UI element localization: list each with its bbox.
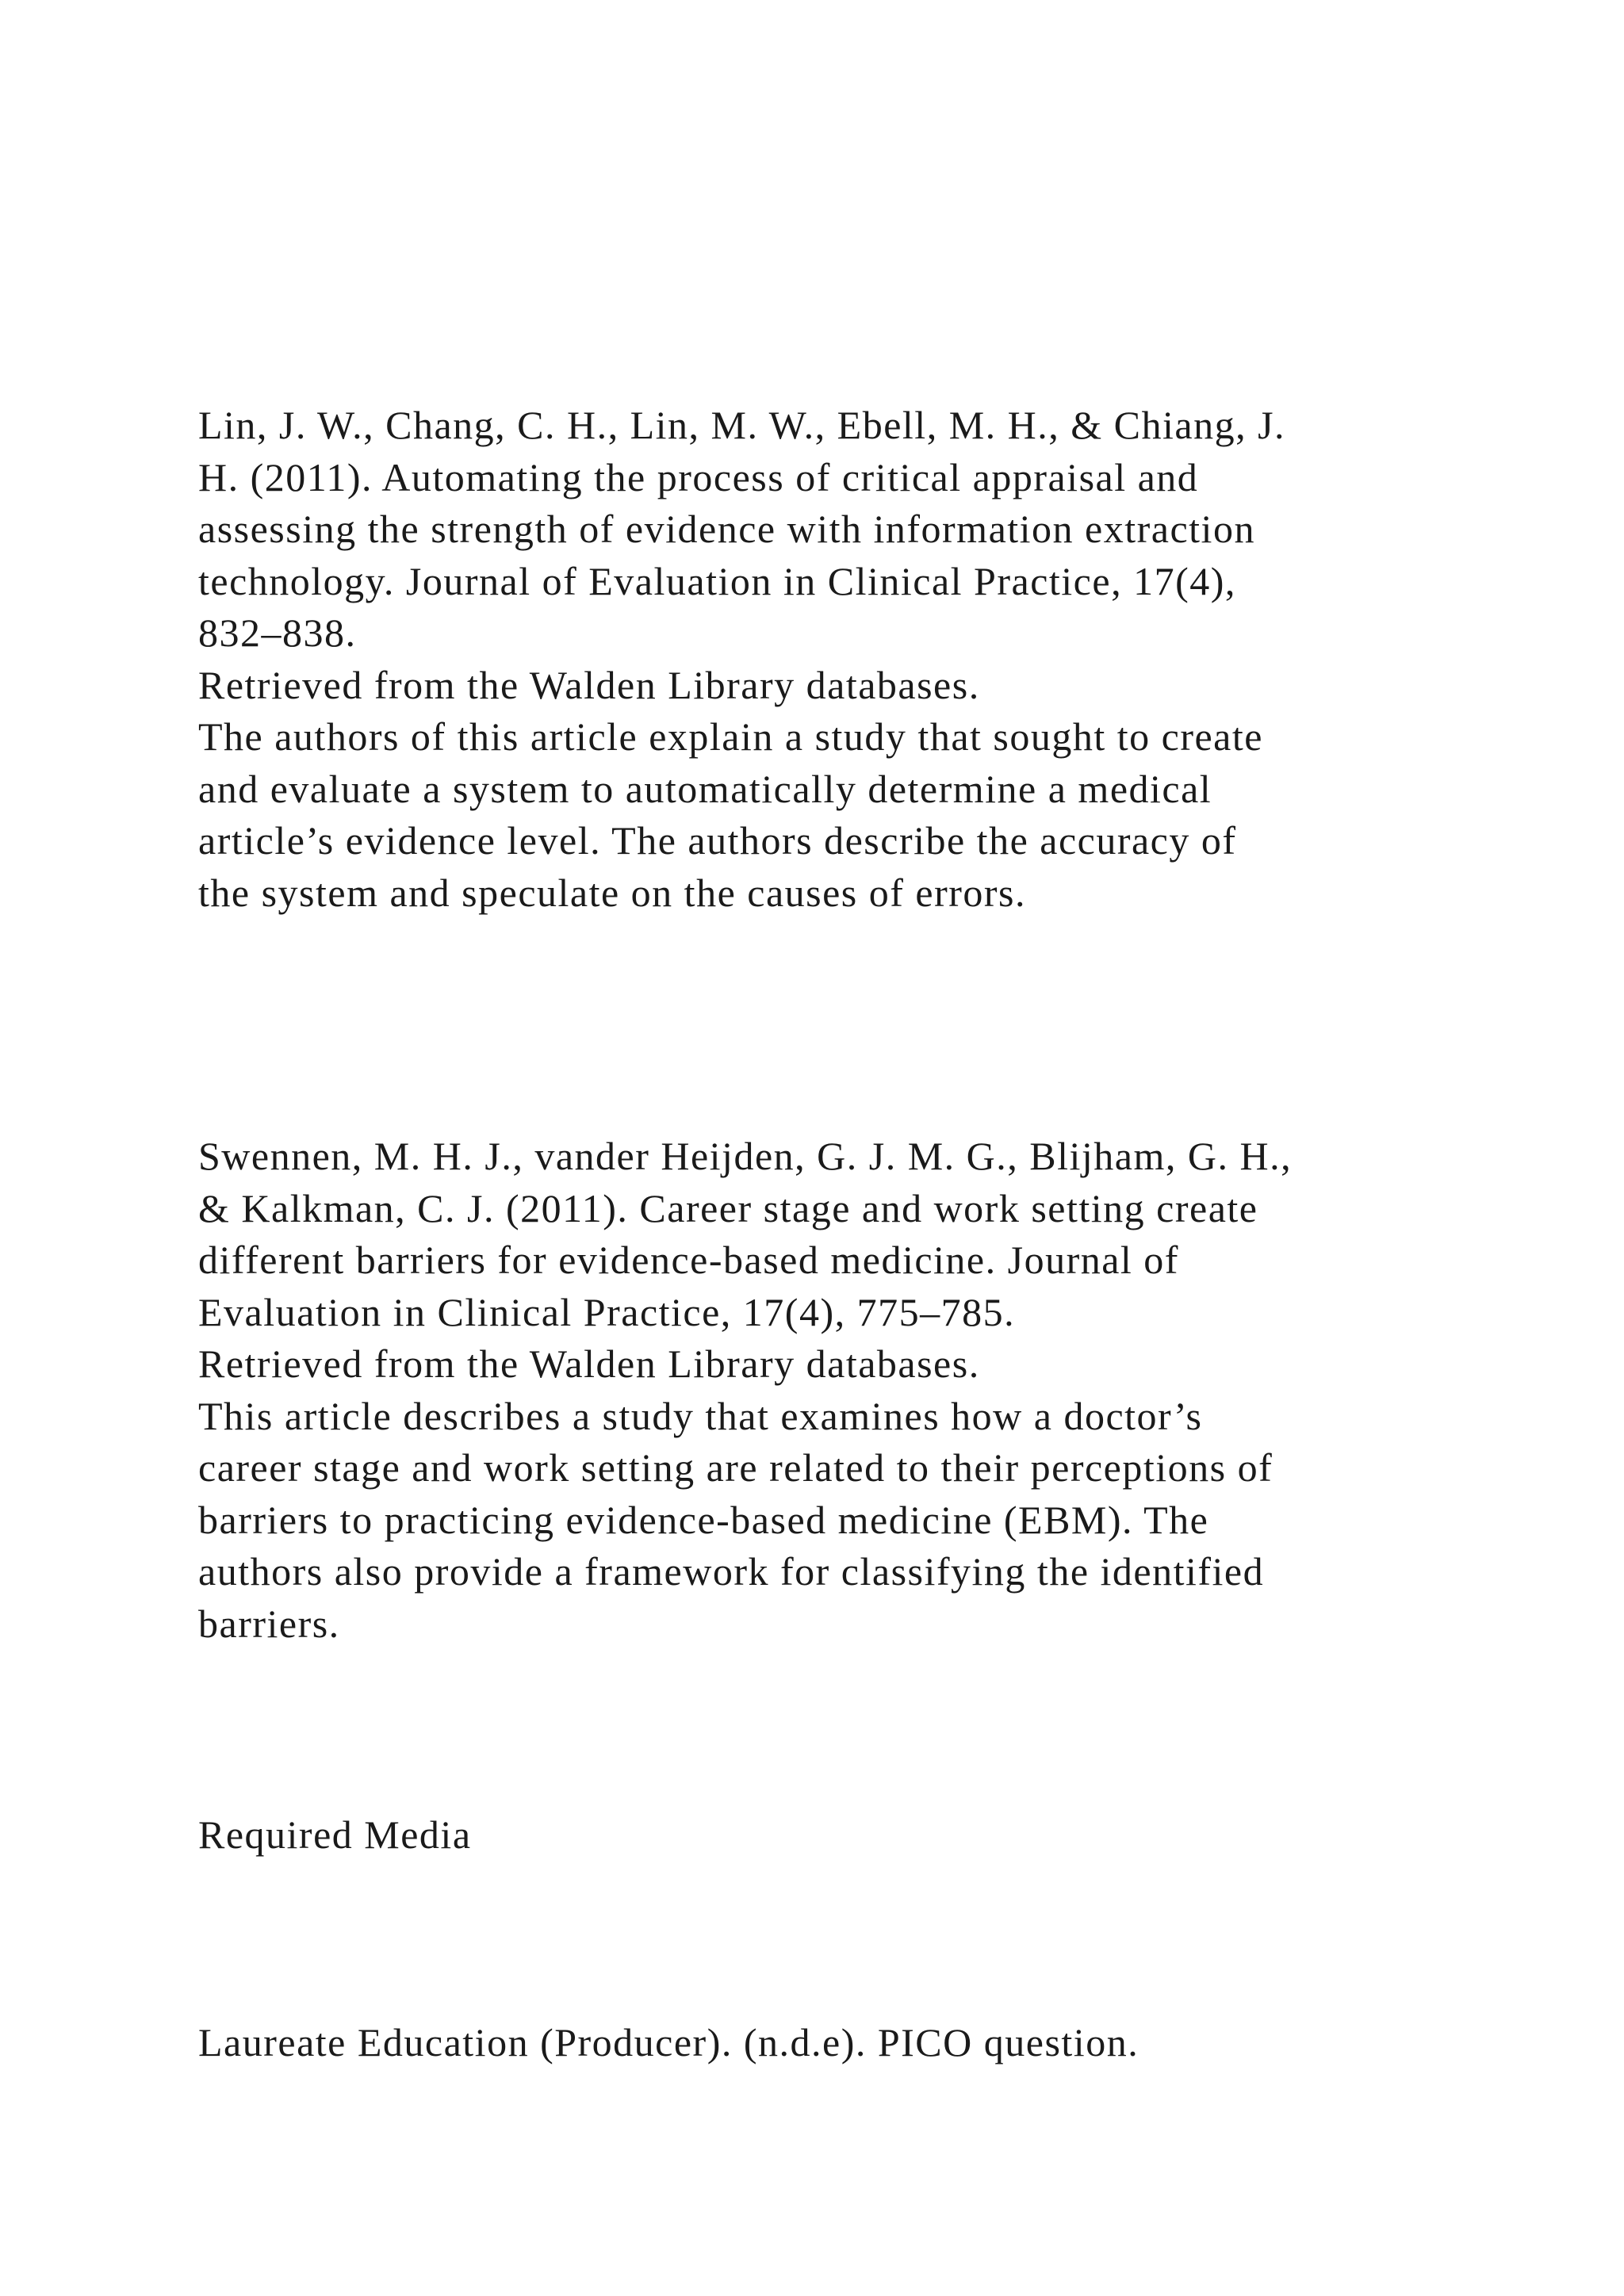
reference-swennen-2011 — [198, 1131, 1467, 1650]
summary-line: and evaluate a system to automatically determine a medical — [198, 766, 1212, 811]
citation-line: H. (2011). Automating the process of critical appraisal and — [198, 454, 1199, 499]
summary-line: This article describes a study that examines how a doctor’s — [198, 1393, 1203, 1438]
source-note: Retrieved from the Walden Library databases. — [198, 1341, 980, 1386]
media-reference-pico — [198, 2017, 1467, 2069]
section-heading: Required Media — [198, 1812, 472, 1857]
source-note: Retrieved from the Walden Library databases. — [198, 662, 980, 707]
required-media-heading — [198, 1809, 1467, 1862]
citation-line: Swennen, M. H. J., vander Heijden, G. J. M. G., Blijham, G. H., — [198, 1134, 1293, 1178]
citation-line: & Kalkman, C. J. (2011). Career stage and work setting create — [198, 1185, 1258, 1230]
citation-line: technology. Journal of Evaluation in Clinical Practice, 17(4), — [198, 558, 1236, 603]
media-citation: Laureate Education (Producer). (n.d.e). PICO question. — [198, 2020, 1139, 2064]
summary-line: barriers to practicing evidence-based medicine (EBM). The — [198, 1497, 1209, 1542]
summary-line: the system and speculate on the causes of errors. — [198, 870, 1027, 915]
summary-line: barriers. — [198, 1601, 340, 1646]
citation-line: different barriers for evidence-based medicine. Journal of — [198, 1238, 1179, 1282]
reference-lin-2011 — [198, 400, 1467, 919]
citation-line: assessing the strength of evidence with information extraction — [198, 507, 1255, 551]
summary-line: article’s evidence level. The authors describe the accuracy of — [198, 818, 1237, 863]
citation-line: Evaluation in Clinical Practice, 17(4), 775–785. — [198, 1289, 1016, 1334]
summary-line: authors also provide a framework for classifying the identified — [198, 1549, 1265, 1594]
citation-line: 832–838. — [198, 610, 357, 655]
summary-line: The authors of this article explain a study that sought to create — [198, 714, 1263, 759]
citation-line: Lin, J. W., Chang, C. H., Lin, M. W., Ebell, M. H., & Chiang, J. — [198, 403, 1286, 447]
summary-line: career stage and work setting are related to their perceptions of — [198, 1445, 1274, 1490]
